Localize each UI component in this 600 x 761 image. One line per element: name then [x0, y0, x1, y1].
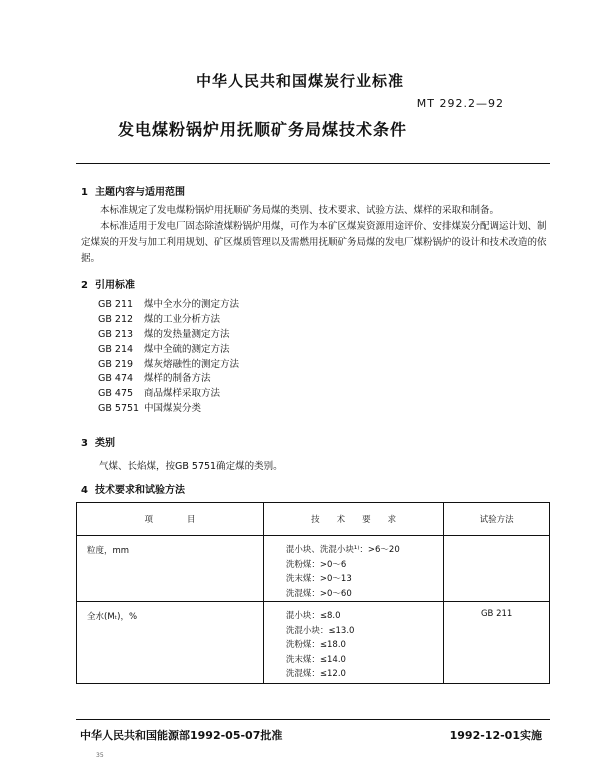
requirement-line: 洗末煤：≤14.0 [285, 654, 346, 665]
reference-name: 煤中全水分的测定方法 [144, 299, 240, 310]
section-title: 技术要求和试验方法 [95, 485, 185, 496]
section-1-heading [81, 183, 185, 198]
requirement-cell [263, 602, 443, 684]
reference-item [98, 402, 239, 417]
reference-code: GB 219 [98, 358, 134, 370]
table-row [77, 602, 550, 684]
section-4-heading [81, 481, 185, 496]
requirement-cell [263, 536, 443, 602]
section-3-heading [81, 434, 115, 449]
requirement-line: 洗粉煤：>0～6 [285, 559, 347, 570]
section-1-paragraph-2: 本标准适用于发电厂固态除渣煤粉锅炉用煤，可作为本矿区煤炭资源用途评价、安排煤炭分配调运计划、制定煤炭的开发与加工利用规划、矿区煤质管理以及需燃用抚顺矿务局煤的发电厂煤粉锅炉的设计和技术改造的依据。 [81, 221, 547, 264]
footer-divider [76, 719, 550, 720]
reference-name: 煤中全硫的测定方法 [144, 343, 230, 355]
reference-name: 煤的工业分析方法 [144, 313, 221, 325]
section-2-heading [81, 276, 135, 291]
requirement-list [264, 536, 443, 601]
requirement-line: 洗末煤：>0～13 [285, 574, 352, 584]
reference-item [98, 387, 239, 402]
item-cell [77, 536, 264, 602]
reference-item [98, 358, 239, 373]
item-cell [77, 602, 264, 684]
reference-code: GB 214 [98, 343, 134, 355]
section-title: 类别 [95, 438, 115, 449]
section-title: 引用标准 [95, 280, 135, 291]
section-number: 4 [81, 485, 88, 496]
standard-code: MT 292.2—92 [416, 97, 504, 110]
table-header-row [77, 503, 550, 536]
page-number: 35 [96, 752, 104, 759]
section-number: 2 [81, 280, 88, 291]
section-1-paragraph-1: 本标准规定了发电煤粉锅炉用抚顺矿务局煤的类别、技术要求、试验方法、煤样的采取和制备。 [100, 205, 500, 216]
method-text: GB 211 [480, 609, 513, 619]
requirement-line: 洗混小块：≤13.0 [285, 625, 355, 636]
document-title: 发电煤粉锅炉用抚顺矿务局煤技术条件 [118, 120, 408, 139]
approval-text: 中华人民共和国能源部1992-05-07批准 [80, 729, 283, 742]
reference-code: GB 474 [98, 373, 134, 385]
reference-item [98, 343, 239, 358]
reference-code: GB 475 [98, 388, 134, 400]
implementation-date: 1992-12-01实施 [449, 729, 542, 742]
requirement-list [264, 602, 443, 682]
item-label: 粒度，mm [87, 546, 130, 556]
reference-name: 煤灰熔融性的测定方法 [144, 358, 240, 370]
technical-requirements-table [76, 502, 550, 684]
reference-list [98, 298, 239, 417]
category-text: 气煤、长焰煤，按GB 5751确定煤的类别。 [99, 461, 283, 472]
standard-title: 中华人民共和国煤炭行业标准 [195, 72, 404, 90]
reference-item [98, 328, 239, 343]
header-method: 试验方法 [444, 503, 550, 536]
reference-code: GB 213 [98, 328, 134, 340]
requirement-line: 洗粉煤：≤18.0 [285, 640, 346, 650]
requirement-line: 混小块：≤8.0 [285, 611, 341, 621]
section-number: 1 [81, 187, 88, 198]
method-cell [444, 602, 550, 684]
section-title: 主题内容与适用范围 [95, 187, 185, 198]
reference-name: 中国煤炭分类 [144, 403, 202, 415]
method-text [444, 536, 549, 543]
reference-item [98, 372, 239, 387]
reference-name: 煤样的制备方法 [144, 373, 211, 385]
table-row [77, 536, 550, 602]
reference-item [98, 313, 239, 328]
reference-name: 商品煤样采取方法 [144, 388, 221, 400]
header-item: 项 目 [77, 503, 264, 536]
item-label: 全水(Mₜ)，% [87, 612, 138, 622]
method-cell [444, 536, 550, 602]
header-requirement: 技 术 要 求 [263, 503, 443, 536]
requirement-line: 混小块、洗混小块¹⁾：>6～20 [285, 545, 400, 555]
requirement-line: 洗混煤：≤12.0 [285, 669, 346, 679]
reference-code: GB 212 [98, 313, 134, 325]
reference-item [98, 298, 239, 313]
section-number: 3 [81, 438, 88, 449]
requirement-line: 洗混煤：>0～60 [285, 588, 352, 599]
reference-code: GB 5751 [98, 403, 140, 415]
header-divider [76, 163, 550, 164]
reference-name: 煤的发热量测定方法 [144, 328, 230, 340]
reference-code: GB 211 [98, 299, 134, 310]
